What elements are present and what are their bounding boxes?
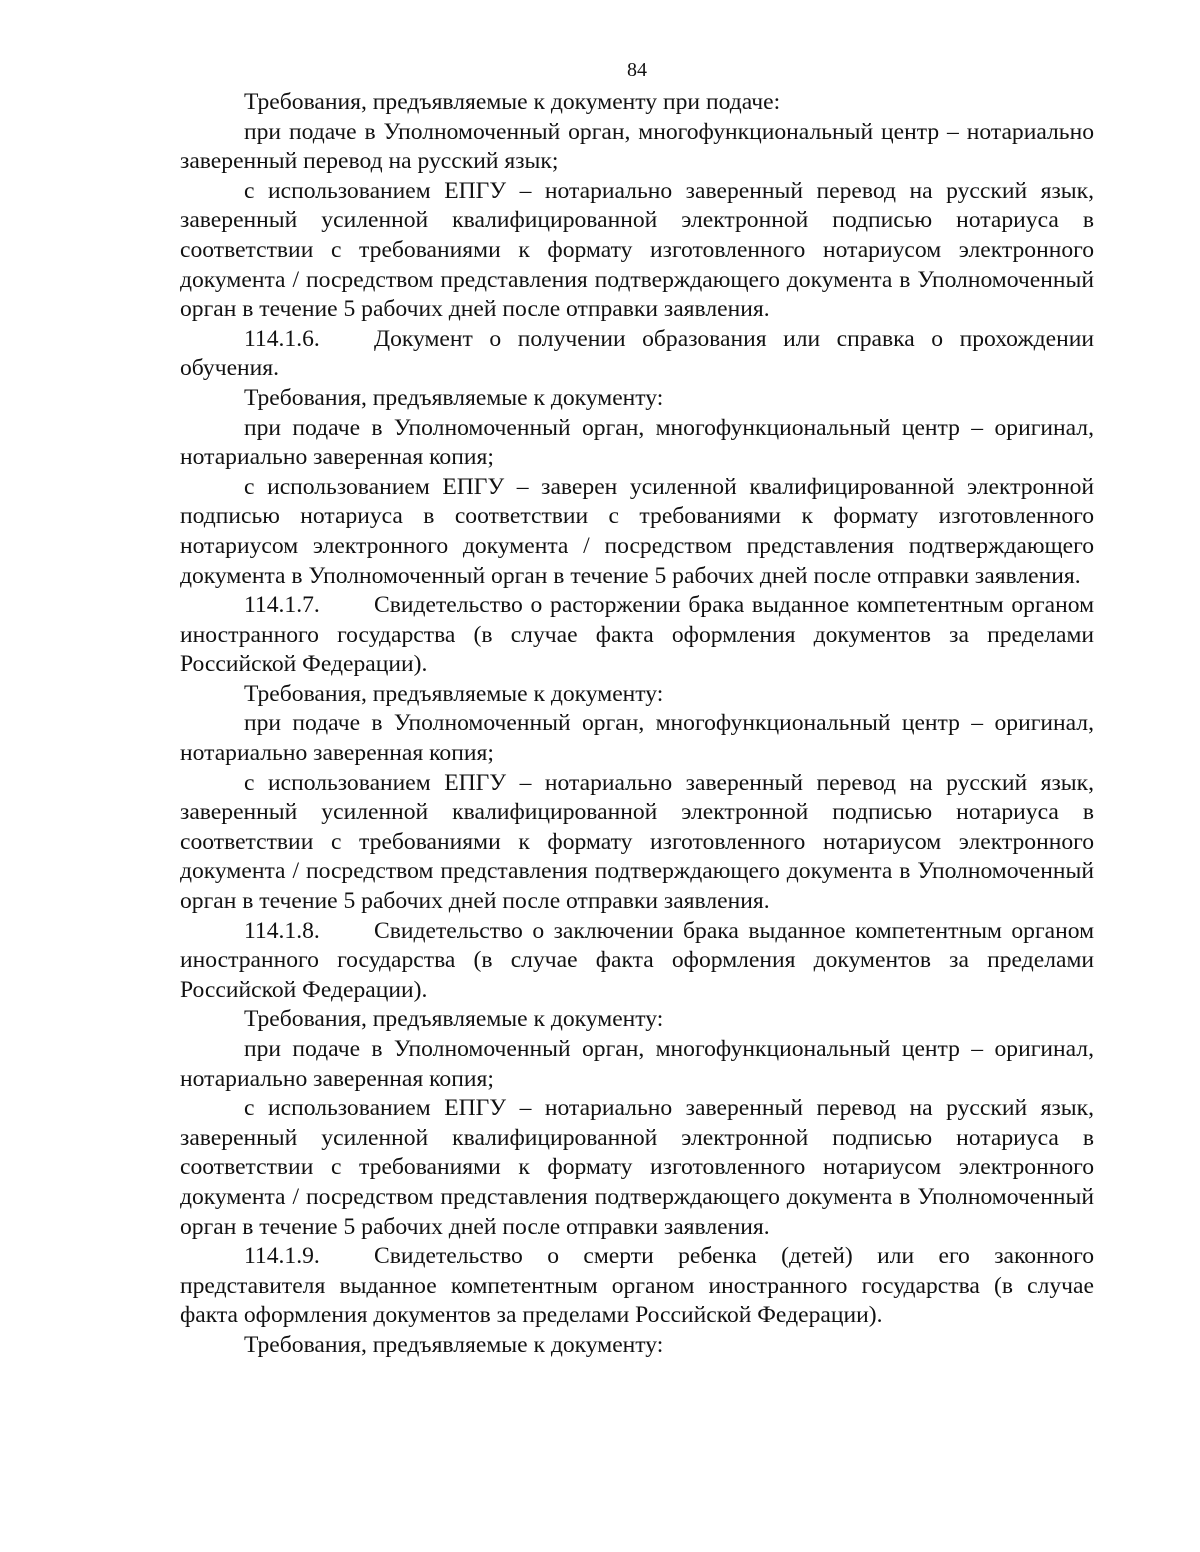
paragraph: с использованием ЕПГУ – нотариально заверенный перевод на русский язык, заверенный усиленной квалифицированной электронной подписью нотариуса в соответствии с требованиями к формату изготовленного нотариусом электронного документа / посредством представления подтверждающего документа в Уполномоченный орган в течение 5 рабочих дней после отправки заявления. — [180, 769, 1094, 915]
paragraph: с использованием ЕПГУ – нотариально заверенный перевод на русский язык, заверенный усиленной квалифицированной электронной подписью нотариуса в соответствии с требованиями к формату изготовленного нотариусом электронного документа / посредством представления подтверждающего документа в Уполномоченный орган в течение 5 рабочих дней после отправки заявления. — [180, 1095, 1094, 1240]
paragraph: при подаче в Уполномоченный орган, многофункциональный центр – нотариально заверенный перевод на русский язык; — [180, 118, 1094, 175]
paragraph: Требования, предъявляемые к документу: — [244, 680, 664, 707]
paragraph: с использованием ЕПГУ – заверен усиленной квалифицированной электронной подписью нотариуса в соответствии с требованиями к формату изготовленного нотариусом электронного документа / посредством представления подтверждающего документа в Уполномоченный орган в течение 5 рабочих дней после отправки заявления. — [180, 473, 1094, 589]
item-text: Документ о получении образования или справка о прохождении обучения. — [180, 325, 1094, 382]
section-item-114-1-7 — [180, 591, 1094, 680]
section-item-114-1-8 — [180, 917, 1094, 1006]
paragraph: Требования, предъявляемые к документу: — [244, 1006, 664, 1033]
item-text: Свидетельство о смерти ребенка (детей) или его законного представителя выданное компетентным органом иностранного государства (в случае факта оформления документов за пределами Российской Федерации). — [180, 1243, 1094, 1329]
paragraph: с использованием ЕПГУ – нотариально заверенный перевод на русский язык, заверенный усиленной квалифицированной электронной подписью нотариуса в соответствии с требованиями к формату изготовленного нотариусом электронного документа / посредством представления подтверждающего документа в Уполномоченный орган в течение 5 рабочих дней после отправки заявления. — [180, 177, 1094, 323]
document-page — [180, 58, 1094, 1361]
item-text: Свидетельство о расторжении брака выданное компетентным органом иностранного государства (в случае факта оформления документов за пределами Российской Федерации). — [180, 592, 1094, 678]
paragraph: при подаче в Уполномоченный орган, многофункциональный центр – оригинал, нотариально заверенная копия; — [180, 1036, 1094, 1092]
item-number: 114.1.9. — [244, 1243, 320, 1270]
section-item-114-1-9 — [180, 1242, 1094, 1331]
item-number: 114.1.7. — [244, 592, 320, 619]
paragraph: при подаче в Уполномоченный орган, многофункциональный центр – оригинал, нотариально заверенная копия; — [180, 710, 1094, 767]
paragraph: при подаче в Уполномоченный орган, многофункциональный центр – оригинал, нотариально заверенная копия; — [180, 414, 1094, 471]
section-item-114-1-6 — [180, 325, 1094, 384]
page-number: 84 — [627, 59, 647, 81]
paragraph: Требования, предъявляемые к документу: — [244, 1331, 664, 1358]
item-text: Свидетельство о заключении брака выданное компетентным органом иностранного государства (в случае факта оформления документов за пределами Российской Федерации). — [180, 917, 1094, 1003]
item-number: 114.1.8. — [244, 917, 320, 944]
paragraph: Требования, предъявляемые к документу: — [244, 384, 664, 411]
paragraph: Требования, предъявляемые к документу при подаче: — [244, 89, 781, 115]
item-number: 114.1.6. — [244, 325, 320, 352]
